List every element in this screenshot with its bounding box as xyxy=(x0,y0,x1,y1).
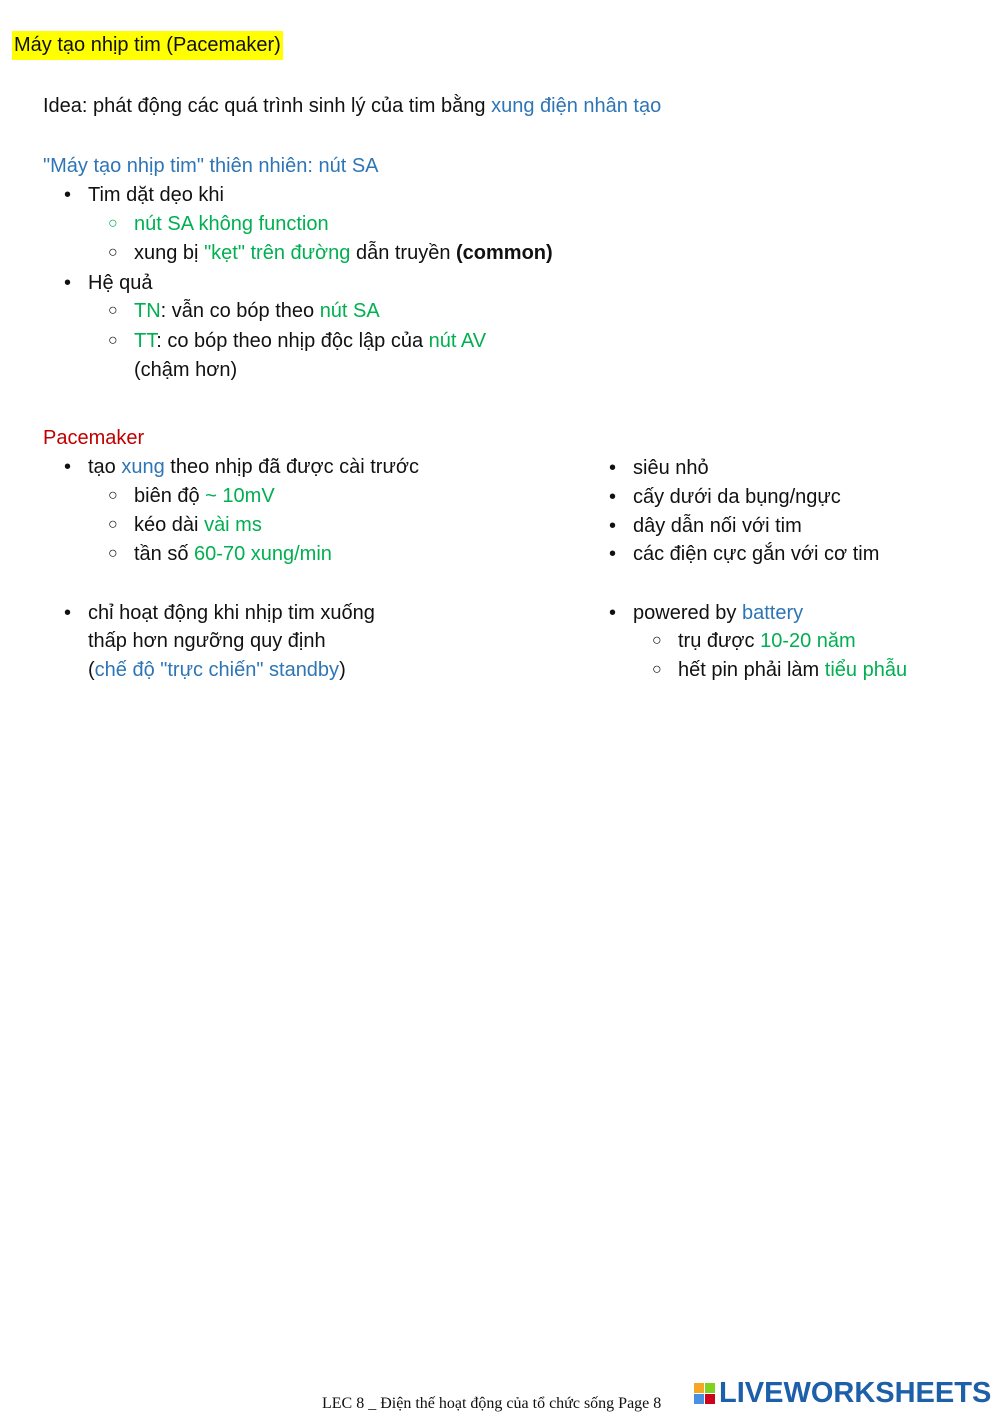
left-item-2-line-1: chỉ hoạt động khi nhịp tim xuống xyxy=(88,602,375,624)
pacemaker-section-heading: Pacemaker xyxy=(43,427,145,449)
natural-item-2-sub-1 xyxy=(134,298,380,324)
logo-square-3 xyxy=(694,1394,704,1404)
battery-out-label: hết pin phải làm xyxy=(678,659,825,681)
lifetime-value: 10-20 năm xyxy=(760,630,856,652)
natural-item-2-sub-2 xyxy=(134,328,486,354)
pacemaker-left-item-2-line-2: thấp hơn ngưỡng quy định xyxy=(88,630,326,652)
amplitude-label: biên độ xyxy=(134,485,206,507)
pacemaker-right-item-1 xyxy=(633,455,709,481)
natural-item-1-text: Tim dặt dẹo khi xyxy=(88,184,224,206)
natural-item-1 xyxy=(88,182,224,208)
natural-item-2 xyxy=(88,270,153,296)
right-item-1-text: siêu nhỏ xyxy=(633,457,709,479)
sub2-text-d: (common) xyxy=(456,242,553,264)
tn-label: TN xyxy=(134,300,161,322)
logo-square-1 xyxy=(694,1383,704,1393)
logo-square-4 xyxy=(705,1394,715,1404)
pacemaker-left-item-2 xyxy=(88,600,375,626)
natural-item-2-text: Hệ quả xyxy=(88,272,153,294)
page-title: Máy tạo nhịp tim (Pacemaker) xyxy=(12,31,283,60)
tn-text: : vẫn co bóp theo xyxy=(160,300,320,322)
natural-item-1-sub-1-text: nút SA không function xyxy=(134,213,329,235)
pacemaker-right-sub-2 xyxy=(678,657,907,683)
pacemaker-right-sub-1 xyxy=(678,628,856,654)
pacemaker-left-sub-1 xyxy=(134,483,275,509)
idea-highlight: xung điện nhân tạo xyxy=(491,95,662,117)
tn-highlight: nút SA xyxy=(319,300,380,322)
left-item-1-b: xung xyxy=(121,456,165,478)
natural-item-2-sub-2-cont: (chậm hơn) xyxy=(134,359,238,381)
tt-text: : co bóp theo nhịp độc lập của xyxy=(156,330,429,352)
pacemaker-right-item-2 xyxy=(633,484,841,510)
natural-section-heading: "Máy tạo nhịp tim" thiên nhiên: nút SA xyxy=(43,155,379,177)
left-item-1-c: theo nhịp đã được cài trước xyxy=(164,456,419,478)
logo-text: LIVEWORKSHEETS xyxy=(719,1377,992,1409)
liveworksheets-logo-icon xyxy=(694,1383,715,1404)
pacemaker-left-item-2-line-3 xyxy=(88,657,346,683)
lifetime-label: trụ được xyxy=(678,630,761,652)
frequency-label: tần số xyxy=(134,543,195,565)
right-item-4-text: các điện cực gắn với cơ tim xyxy=(633,543,880,565)
left-item-1-a: tạo xyxy=(88,456,122,478)
natural-item-1-sub-2 xyxy=(134,240,553,266)
natural-item-1-sub-1 xyxy=(134,211,329,237)
tt-highlight: nút AV xyxy=(428,330,487,352)
pacemaker-right-item-4 xyxy=(633,541,879,567)
duration-value: vài ms xyxy=(204,514,262,536)
pacemaker-left-sub-3 xyxy=(134,541,332,567)
tt-label: TT xyxy=(134,330,157,352)
pacemaker-right-item-3 xyxy=(633,513,802,539)
pacemaker-left-item-1 xyxy=(88,454,419,480)
idea-line xyxy=(43,93,661,119)
duration-label: kéo dài xyxy=(134,514,205,536)
battery-text: battery xyxy=(741,602,804,624)
sub2-text-c: dẫn truyền xyxy=(350,242,457,264)
paren-open: ( xyxy=(88,659,95,681)
frequency-value: 60-70 xung/min xyxy=(194,543,332,565)
right-item-2-text: cấy dưới da bụng/ngực xyxy=(633,486,841,508)
pacemaker-left-sub-2 xyxy=(134,512,262,538)
pacemaker-right-item-5 xyxy=(633,600,803,626)
powered-by-label: powered by xyxy=(633,602,742,624)
battery-out-value: tiểu phẫu xyxy=(824,659,908,681)
standby-mode: chế độ "trực chiến" standby xyxy=(94,659,340,681)
right-item-3-text: dây dẫn nối với tim xyxy=(633,515,802,537)
sub2-text-b: "kẹt" trên đường xyxy=(204,242,351,264)
idea-label: Idea: phát động các quá trình sinh lý của tim bằng xyxy=(43,95,492,117)
page-footer: LEC 8 _ Điện thế hoạt động của tổ chức sống Page 8 xyxy=(322,1395,662,1412)
liveworksheets-logo xyxy=(694,1376,991,1410)
logo-square-2 xyxy=(705,1383,715,1393)
paren-close: ) xyxy=(339,659,346,681)
sub2-text-a: xung bị xyxy=(134,242,205,264)
amplitude-value: ~ 10mV xyxy=(205,485,275,507)
